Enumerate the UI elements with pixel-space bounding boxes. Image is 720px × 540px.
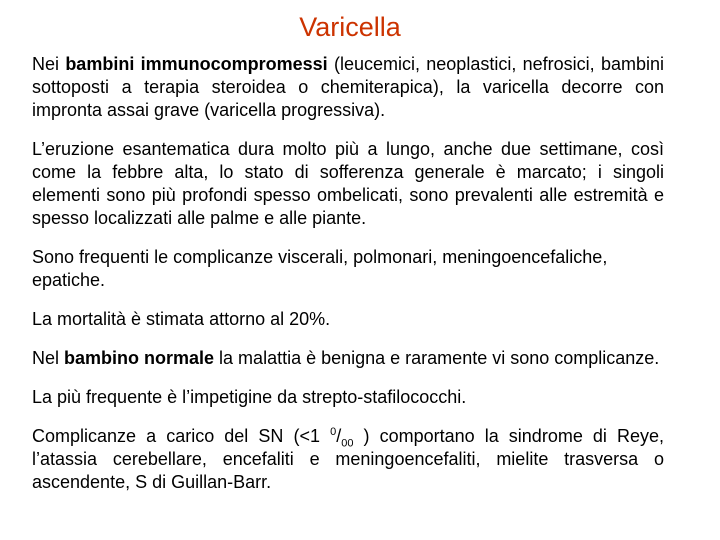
paragraph-normal-child xyxy=(32,347,664,370)
paragraph-eruption: L’eruzione esantematica dura molto più a lungo, anche due settimane, così come la febbre alta, lo stato di sofferenza generale è marcato; i singoli elementi sono più profondi spesso ombelicati, sono prevalenti alle estremità e spesso localizzati alle palme e alle piante. xyxy=(32,139,664,228)
bold-term: bambini immunocompromessi xyxy=(65,54,328,74)
bold-term: bambino normale xyxy=(64,348,215,368)
paragraph-mortality: La mortalità è stimata attorno al 20%. xyxy=(32,309,331,329)
slide-title: Varicella xyxy=(299,12,401,42)
paragraph-text: (leucemici, neoplastici, nefrosici, bambini sottoposti a terapia steroidea o chemiterapica), la varicella decorre con impronta assai grave (varicella progressiva). xyxy=(32,54,664,120)
superscript: 0 xyxy=(330,426,337,438)
paragraph-text: la malattia è benigna e raramente vi sono complicanze. xyxy=(214,348,660,368)
subscript: 00 xyxy=(341,437,354,450)
paragraph-text: Complicanze a carico del SN (<1 xyxy=(32,426,331,446)
paragraph-text: ) comportano la sindrome di Reye, l’atassia cerebellare, encefaliti e meningoencefaliti, mielite trasversa o ascendente, S di Guillan-Barr. xyxy=(32,426,665,492)
paragraph-immunocompromised xyxy=(32,53,664,122)
fraction-slash: / xyxy=(336,426,342,446)
slide-body xyxy=(32,53,664,510)
paragraph-impetigo: La più frequente è l’impetigine da strepto-stafilococchi. xyxy=(32,387,467,407)
paragraph-text: Nei xyxy=(32,54,66,74)
paragraph-text: Nel xyxy=(32,348,65,368)
paragraph-complications: Sono frequenti le complicanze viscerali, polmonari, meningoencefaliche, epatiche. xyxy=(32,247,608,290)
paragraph-sn-complications xyxy=(32,425,664,494)
